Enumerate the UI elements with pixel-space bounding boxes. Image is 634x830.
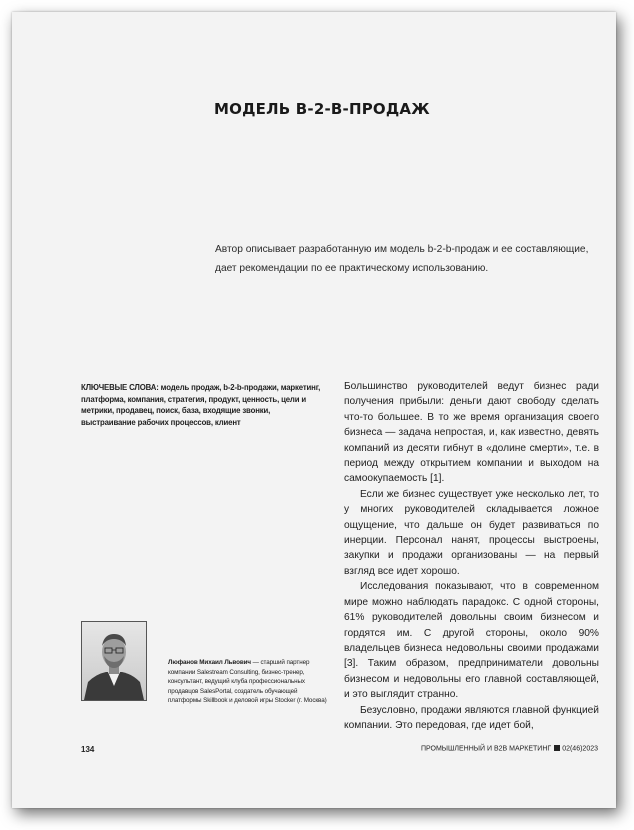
body-paragraph: Исследования показывают, что в современном мире можно наблюдать парадокс. С одной стороны, 61% руководителей довольны своим бизнесом и гордятся им. С другой стороны, около 90% владельцев бизнеса недовольны своими продажами [3]. Таким образом, предприниматели довольны бизнесом и недовольны его главной составляющей, и это выглядит странно. — [344, 581, 599, 701]
journal-issue: 02(46)2023 — [562, 745, 598, 753]
journal-footer — [421, 745, 598, 753]
author-photo — [81, 621, 147, 701]
body-paragraph: Если же бизнес существует уже несколько лет, то у многих руководителей складывается ложное ощущение, что дальше он будет развиваться по инерции. Персонал нанят, процессы выстроены, закупки и продажи организованы — на первый взгляд все идет хорошо. — [344, 488, 599, 577]
article-body — [344, 379, 599, 733]
author-name: Люфанов Михаил Львович — [168, 659, 251, 666]
journal-page — [12, 12, 616, 808]
body-paragraph: Большинство руководителей ведут бизнес ради получения прибыли: деньги дают свободу сделать что-то большее. В то же время организация своего бизнеса — задача непростая, и, как известно, девять компаний из десяти гибнут в «долине смерти», т.е. в период между открытием компании и выходом на самоокупаемость [1]. — [344, 381, 599, 485]
author-info — [168, 658, 330, 706]
author-bio: — старший партнер компании Salestream Consulting, бизнес-тренер, консультант, ведущий клуба профессиональных продавцов SalesPortal, создатель обучающей платформы Skillbook и деловой игры Stocker (г. Москва) — [168, 659, 327, 705]
author-portrait-icon — [82, 622, 146, 700]
page-number: 134 — [81, 745, 95, 754]
article-title: МОДЕЛЬ B-2-B-ПРОДАЖ — [214, 100, 430, 118]
keywords-block: КЛЮЧЕВЫЕ СЛОВА: модель продаж, b-2-b-продажи, маркетинг, платформа, компания, стратегия, продукт, ценность, цели и метрики, продавец, поиск, база, входящие звонки, выстраивание рабочих процессов, клиент — [81, 383, 321, 427]
body-paragraph: Безусловно, продажи являются главной функцией компании. Это передовая, где идет бой, — [344, 704, 599, 731]
journal-title: ПРОМЫШЛЕННЫЙ И B2B МАРКЕТИНГ — [420, 745, 552, 753]
article-lead: Автор описывает разработанную им модель b-2-b-продаж и ее составляющие, дает рекомендации по ее практическому использованию. — [215, 244, 589, 274]
square-icon — [554, 745, 560, 751]
